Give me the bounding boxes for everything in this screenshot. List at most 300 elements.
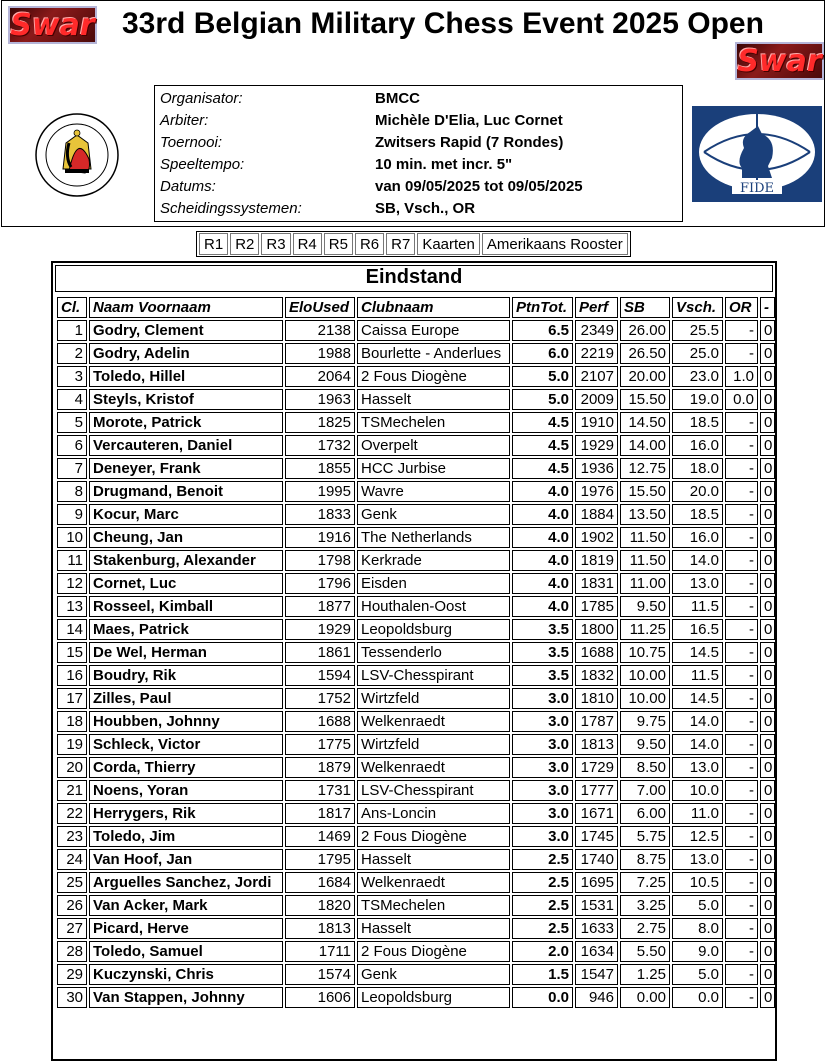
vsch-cell: 13.0 xyxy=(672,757,723,778)
rank-cell: 10 xyxy=(57,527,87,548)
perf-cell: 1531 xyxy=(575,895,618,916)
sb-cell: 9.50 xyxy=(620,734,670,755)
player-name-cell[interactable]: Cornet, Luc xyxy=(89,573,283,594)
sb-cell: 13.50 xyxy=(620,504,670,525)
rank-cell: 13 xyxy=(57,596,87,617)
player-name-cell[interactable]: De Wel, Herman xyxy=(89,642,283,663)
vsch-cell: 10.5 xyxy=(672,872,723,893)
table-row xyxy=(57,757,775,778)
club-cell: Kerkrade xyxy=(357,550,510,571)
or-cell: - xyxy=(725,458,758,479)
points-cell: 4.0 xyxy=(512,550,573,571)
club-cell: Overpelt xyxy=(357,435,510,456)
points-cell: 6.0 xyxy=(512,343,573,364)
perf-cell: 1547 xyxy=(575,964,618,985)
info-row-speeltempo xyxy=(160,156,680,178)
sb-cell: 26.50 xyxy=(620,343,670,364)
club-cell: Genk xyxy=(357,964,510,985)
table-row xyxy=(57,435,775,456)
sb-cell: 5.50 xyxy=(620,941,670,962)
rank-cell: 5 xyxy=(57,412,87,433)
rank-cell: 15 xyxy=(57,642,87,663)
sb-cell: 11.00 xyxy=(620,573,670,594)
sb-cell: 15.50 xyxy=(620,481,670,502)
info-value: Zwitsers Rapid (7 Rondes) xyxy=(375,134,564,151)
perf-cell: 1634 xyxy=(575,941,618,962)
points-cell: 3.0 xyxy=(512,734,573,755)
player-name-cell[interactable]: Vercauteren, Daniel xyxy=(89,435,283,456)
extra-cell: 0 xyxy=(760,389,775,410)
vsch-cell: 8.0 xyxy=(672,918,723,939)
perf-cell: 1740 xyxy=(575,849,618,870)
perf-cell: 1884 xyxy=(575,504,618,525)
extra-cell: 0 xyxy=(760,711,775,732)
club-cell: HCC Jurbise xyxy=(357,458,510,479)
info-row-scheidingssystemen xyxy=(160,200,680,222)
club-cell: Bourlette - Anderlues xyxy=(357,343,510,364)
points-cell: 2.5 xyxy=(512,895,573,916)
info-label: Scheidingssystemen: xyxy=(160,200,302,217)
club-cell: LSV-Chesspirant xyxy=(357,780,510,801)
extra-cell: 0 xyxy=(760,987,775,1008)
column-header-or: OR xyxy=(725,297,758,318)
nav-round-2[interactable]: R2 xyxy=(230,233,259,255)
perf-cell: 1831 xyxy=(575,573,618,594)
player-name-cell[interactable]: Noens, Yoran xyxy=(89,780,283,801)
info-label: Arbiter: xyxy=(160,112,209,129)
sb-cell: 8.75 xyxy=(620,849,670,870)
elo-cell: 1684 xyxy=(285,872,355,893)
table-row xyxy=(57,895,775,916)
points-cell: 6.5 xyxy=(512,320,573,341)
table-row xyxy=(57,665,775,686)
standings-title: Eindstand xyxy=(365,266,463,288)
page-title: 33rd Belgian Military Chess Event 2025 Open xyxy=(122,7,764,40)
vsch-cell: 0.0 xyxy=(672,987,723,1008)
table-row xyxy=(57,596,775,617)
nav-round-3[interactable]: R3 xyxy=(261,233,290,255)
info-label: Datums: xyxy=(160,178,216,195)
sb-cell: 2.75 xyxy=(620,918,670,939)
or-cell: - xyxy=(725,642,758,663)
vsch-cell: 13.0 xyxy=(672,849,723,870)
player-name-cell[interactable]: Houbben, Johnny xyxy=(89,711,283,732)
rank-cell: 27 xyxy=(57,918,87,939)
table-row xyxy=(57,366,775,387)
elo-cell: 1752 xyxy=(285,688,355,709)
club-cell: The Netherlands xyxy=(357,527,510,548)
points-cell: 5.0 xyxy=(512,366,573,387)
or-cell: - xyxy=(725,343,758,364)
rank-cell: 29 xyxy=(57,964,87,985)
column-header-vsch: Vsch. xyxy=(672,297,723,318)
table-row xyxy=(57,803,775,824)
sb-cell: 14.50 xyxy=(620,412,670,433)
perf-cell: 1813 xyxy=(575,734,618,755)
elo-cell: 1711 xyxy=(285,941,355,962)
club-cell: Hasselt xyxy=(357,389,510,410)
club-cell: 2 Fous Diogène xyxy=(357,826,510,847)
extra-cell: 0 xyxy=(760,849,775,870)
player-name-cell[interactable]: Arguelles Sanchez, Jordi xyxy=(89,872,283,893)
rounds-nav xyxy=(196,231,631,257)
elo-cell: 1775 xyxy=(285,734,355,755)
table-row xyxy=(57,573,775,594)
or-cell: - xyxy=(725,665,758,686)
perf-cell: 1976 xyxy=(575,481,618,502)
club-cell: Eisden xyxy=(357,573,510,594)
info-value: Michèle D'Elia, Luc Cornet xyxy=(375,112,563,129)
rank-cell: 7 xyxy=(57,458,87,479)
rank-cell: 22 xyxy=(57,803,87,824)
rank-cell: 25 xyxy=(57,872,87,893)
perf-cell: 1745 xyxy=(575,826,618,847)
sb-cell: 10.00 xyxy=(620,665,670,686)
or-cell: - xyxy=(725,872,758,893)
extra-cell: 0 xyxy=(760,619,775,640)
club-cell: Hasselt xyxy=(357,918,510,939)
perf-cell: 1800 xyxy=(575,619,618,640)
vsch-cell: 18.0 xyxy=(672,458,723,479)
sb-cell: 14.00 xyxy=(620,435,670,456)
player-name-cell[interactable]: Kuczynski, Chris xyxy=(89,964,283,985)
club-cell: Hasselt xyxy=(357,849,510,870)
rank-cell: 12 xyxy=(57,573,87,594)
table-row xyxy=(57,780,775,801)
player-name-cell[interactable]: Maes, Patrick xyxy=(89,619,283,640)
table-row xyxy=(57,412,775,433)
extra-cell: 0 xyxy=(760,527,775,548)
extra-cell: 0 xyxy=(760,941,775,962)
table-row xyxy=(57,343,775,364)
perf-cell: 1902 xyxy=(575,527,618,548)
extra-cell: 0 xyxy=(760,435,775,456)
elo-cell: 1606 xyxy=(285,987,355,1008)
player-name-cell[interactable]: Corda, Thierry xyxy=(89,757,283,778)
nav-round-6[interactable]: R6 xyxy=(355,233,384,255)
club-cell: Welkenraedt xyxy=(357,757,510,778)
vsch-cell: 10.0 xyxy=(672,780,723,801)
player-name-cell[interactable]: Van Stappen, Johnny xyxy=(89,987,283,1008)
player-name-cell[interactable]: Toledo, Jim xyxy=(89,826,283,847)
club-cell: Welkenraedt xyxy=(357,711,510,732)
table-row xyxy=(57,734,775,755)
player-name-cell[interactable]: Toledo, Samuel xyxy=(89,941,283,962)
extra-cell: 0 xyxy=(760,504,775,525)
nav-round-4[interactable]: R4 xyxy=(293,233,322,255)
player-name-cell[interactable]: Picard, Herve xyxy=(89,918,283,939)
vsch-cell: 9.0 xyxy=(672,941,723,962)
player-name-cell[interactable]: Stakenburg, Alexander xyxy=(89,550,283,571)
club-cell: Wirtzfeld xyxy=(357,688,510,709)
elo-cell: 1813 xyxy=(285,918,355,939)
player-name-cell[interactable]: Toledo, Hillel xyxy=(89,366,283,387)
info-row-arbiter xyxy=(160,112,680,134)
player-name-cell[interactable]: Rosseel, Kimball xyxy=(89,596,283,617)
perf-cell: 1688 xyxy=(575,642,618,663)
vsch-cell: 14.5 xyxy=(672,642,723,663)
nav-amerikaans-rooster[interactable]: Amerikaans Rooster xyxy=(482,233,628,255)
swar-logo-right-text: Swar xyxy=(737,43,822,79)
extra-cell: 0 xyxy=(760,412,775,433)
column-header-rank: Cl. xyxy=(57,297,87,318)
swar-logo[interactable] xyxy=(8,6,97,44)
elo-cell: 1574 xyxy=(285,964,355,985)
rank-cell: 4 xyxy=(57,389,87,410)
rank-cell: 24 xyxy=(57,849,87,870)
club-cell: Wirtzfeld xyxy=(357,734,510,755)
extra-cell: 0 xyxy=(760,481,775,502)
vsch-cell: 25.0 xyxy=(672,343,723,364)
player-name-cell[interactable]: Zilles, Paul xyxy=(89,688,283,709)
points-cell: 2.0 xyxy=(512,941,573,962)
points-cell: 4.0 xyxy=(512,573,573,594)
sb-cell: 9.75 xyxy=(620,711,670,732)
extra-cell: 0 xyxy=(760,596,775,617)
or-cell: - xyxy=(725,412,758,433)
player-name-cell[interactable]: Boudry, Rik xyxy=(89,665,283,686)
rank-cell: 17 xyxy=(57,688,87,709)
or-cell: - xyxy=(725,619,758,640)
club-cell: Caissa Europe xyxy=(357,320,510,341)
vsch-cell: 5.0 xyxy=(672,964,723,985)
vsch-cell: 13.0 xyxy=(672,573,723,594)
or-cell: - xyxy=(725,734,758,755)
points-cell: 0.0 xyxy=(512,987,573,1008)
elo-cell: 1820 xyxy=(285,895,355,916)
sb-cell: 3.25 xyxy=(620,895,670,916)
info-row-datums xyxy=(160,178,680,200)
perf-cell: 1671 xyxy=(575,803,618,824)
club-cell: Welkenraedt xyxy=(357,872,510,893)
extra-cell: 0 xyxy=(760,688,775,709)
extra-cell: 0 xyxy=(760,803,775,824)
sb-cell: 5.75 xyxy=(620,826,670,847)
player-name-cell[interactable]: Van Hoof, Jan xyxy=(89,849,283,870)
points-cell: 4.5 xyxy=(512,412,573,433)
rank-cell: 23 xyxy=(57,826,87,847)
sb-cell: 6.00 xyxy=(620,803,670,824)
points-cell: 4.5 xyxy=(512,435,573,456)
points-cell: 3.0 xyxy=(512,757,573,778)
or-cell: 1.0 xyxy=(725,366,758,387)
extra-cell: 0 xyxy=(760,343,775,364)
club-cell: Houthalen-Oost xyxy=(357,596,510,617)
player-name-cell[interactable]: Godry, Adelin xyxy=(89,343,283,364)
rank-cell: 6 xyxy=(57,435,87,456)
player-name-cell[interactable]: Steyls, Kristof xyxy=(89,389,283,410)
player-name-cell[interactable]: Godry, Clement xyxy=(89,320,283,341)
sb-cell: 7.25 xyxy=(620,872,670,893)
vsch-cell: 19.0 xyxy=(672,389,723,410)
perf-cell: 946 xyxy=(575,987,618,1008)
table-row xyxy=(57,964,775,985)
table-row xyxy=(57,481,775,502)
vsch-cell: 20.0 xyxy=(672,481,723,502)
or-cell: - xyxy=(725,711,758,732)
extra-cell: 0 xyxy=(760,826,775,847)
or-cell: - xyxy=(725,688,758,709)
points-cell: 4.0 xyxy=(512,596,573,617)
fide-logo-text: FIDE xyxy=(739,181,775,196)
vsch-cell: 5.0 xyxy=(672,895,723,916)
or-cell: - xyxy=(725,435,758,456)
table-row xyxy=(57,642,775,663)
perf-cell: 2219 xyxy=(575,343,618,364)
sb-cell: 20.00 xyxy=(620,366,670,387)
points-cell: 4.0 xyxy=(512,527,573,548)
tournament-header xyxy=(1,0,825,227)
table-row xyxy=(57,389,775,410)
club-cell: Leopoldsburg xyxy=(357,987,510,1008)
or-cell: - xyxy=(725,918,758,939)
extra-cell: 0 xyxy=(760,757,775,778)
player-name-cell[interactable]: Morote, Patrick xyxy=(89,412,283,433)
perf-cell: 1777 xyxy=(575,780,618,801)
club-cell: Tessenderlo xyxy=(357,642,510,663)
elo-cell: 1731 xyxy=(285,780,355,801)
sb-cell: 7.00 xyxy=(620,780,670,801)
elo-cell: 1916 xyxy=(285,527,355,548)
perf-cell: 1910 xyxy=(575,412,618,433)
vsch-cell: 12.5 xyxy=(672,826,723,847)
player-name-cell[interactable]: Herrygers, Rik xyxy=(89,803,283,824)
rank-cell: 20 xyxy=(57,757,87,778)
tournament-info xyxy=(154,85,683,222)
info-value: van 09/05/2025 tot 09/05/2025 xyxy=(375,178,583,195)
sb-cell: 9.50 xyxy=(620,596,670,617)
nav-kaarten[interactable]: Kaarten xyxy=(417,233,480,255)
elo-cell: 1877 xyxy=(285,596,355,617)
or-cell: - xyxy=(725,481,758,502)
extra-cell: 0 xyxy=(760,665,775,686)
rank-cell: 18 xyxy=(57,711,87,732)
rank-cell: 11 xyxy=(57,550,87,571)
perf-cell: 1787 xyxy=(575,711,618,732)
swar-logo-right[interactable] xyxy=(735,42,824,80)
column-header-name: Naam Voornaam xyxy=(89,297,283,318)
extra-cell: 0 xyxy=(760,366,775,387)
rank-cell: 14 xyxy=(57,619,87,640)
or-cell: - xyxy=(725,320,758,341)
ranking-table xyxy=(55,295,777,1010)
sb-cell: 12.75 xyxy=(620,458,670,479)
extra-cell: 0 xyxy=(760,918,775,939)
or-cell: - xyxy=(725,895,758,916)
column-header-perf: Perf xyxy=(575,297,618,318)
column-header-club: Clubnaam xyxy=(357,297,510,318)
nav-round-5[interactable]: R5 xyxy=(324,233,353,255)
player-name-cell[interactable]: Deneyer, Frank xyxy=(89,458,283,479)
rank-cell: 28 xyxy=(57,941,87,962)
table-row xyxy=(57,458,775,479)
vsch-cell: 11.5 xyxy=(672,596,723,617)
vsch-cell: 25.5 xyxy=(672,320,723,341)
vsch-cell: 11.0 xyxy=(672,803,723,824)
table-header-row xyxy=(57,297,775,318)
table-row xyxy=(57,826,775,847)
elo-cell: 1825 xyxy=(285,412,355,433)
nav-round-7[interactable]: R7 xyxy=(386,233,415,255)
info-label: Speeltempo: xyxy=(160,156,245,173)
elo-cell: 1833 xyxy=(285,504,355,525)
sb-cell: 1.25 xyxy=(620,964,670,985)
player-name-cell[interactable]: Kocur, Marc xyxy=(89,504,283,525)
rank-cell: 1 xyxy=(57,320,87,341)
elo-cell: 1995 xyxy=(285,481,355,502)
table-row xyxy=(57,711,775,732)
elo-cell: 2138 xyxy=(285,320,355,341)
elo-cell: 1469 xyxy=(285,826,355,847)
or-cell: - xyxy=(725,573,758,594)
club-logo xyxy=(35,113,119,197)
rank-cell: 19 xyxy=(57,734,87,755)
rank-cell: 26 xyxy=(57,895,87,916)
player-name-cell[interactable]: Schleck, Victor xyxy=(89,734,283,755)
perf-cell: 1929 xyxy=(575,435,618,456)
info-row-toernooi xyxy=(160,134,680,156)
perf-cell: 2009 xyxy=(575,389,618,410)
points-cell: 4.5 xyxy=(512,458,573,479)
perf-cell: 1810 xyxy=(575,688,618,709)
points-cell: 1.5 xyxy=(512,964,573,985)
rank-cell: 3 xyxy=(57,366,87,387)
nav-round-1[interactable]: R1 xyxy=(199,233,228,255)
elo-cell: 1855 xyxy=(285,458,355,479)
table-row xyxy=(57,504,775,525)
table-row xyxy=(57,987,775,1008)
sb-cell: 0.00 xyxy=(620,987,670,1008)
player-name-cell[interactable]: Drugmand, Benoit xyxy=(89,481,283,502)
extra-cell: 0 xyxy=(760,895,775,916)
extra-cell: 0 xyxy=(760,573,775,594)
rank-cell: 9 xyxy=(57,504,87,525)
or-cell: - xyxy=(725,780,758,801)
elo-cell: 1988 xyxy=(285,343,355,364)
sb-cell: 10.00 xyxy=(620,688,670,709)
elo-cell: 1861 xyxy=(285,642,355,663)
sb-cell: 8.50 xyxy=(620,757,670,778)
elo-cell: 1594 xyxy=(285,665,355,686)
or-cell: - xyxy=(725,504,758,525)
sb-cell: 10.75 xyxy=(620,642,670,663)
info-value: 10 min. met incr. 5" xyxy=(375,156,513,173)
club-cell: Genk xyxy=(357,504,510,525)
extra-cell: 0 xyxy=(760,320,775,341)
info-label: Organisator: xyxy=(160,90,243,107)
points-cell: 2.5 xyxy=(512,872,573,893)
vsch-cell: 23.0 xyxy=(672,366,723,387)
points-cell: 3.5 xyxy=(512,642,573,663)
player-name-cell[interactable]: Cheung, Jan xyxy=(89,527,283,548)
points-cell: 3.5 xyxy=(512,665,573,686)
perf-cell: 1832 xyxy=(575,665,618,686)
player-name-cell[interactable]: Van Acker, Mark xyxy=(89,895,283,916)
or-cell: - xyxy=(725,987,758,1008)
swar-logo-text: Swar xyxy=(10,7,95,43)
extra-cell: 0 xyxy=(760,780,775,801)
or-cell: - xyxy=(725,596,758,617)
table-row xyxy=(57,550,775,571)
table-row xyxy=(57,918,775,939)
vsch-cell: 16.0 xyxy=(672,527,723,548)
table-row xyxy=(57,619,775,640)
info-value: BMCC xyxy=(375,90,420,107)
column-header-elo: EloUsed xyxy=(285,297,355,318)
perf-cell: 1785 xyxy=(575,596,618,617)
club-cell: 2 Fous Diogène xyxy=(357,366,510,387)
perf-cell: 2107 xyxy=(575,366,618,387)
